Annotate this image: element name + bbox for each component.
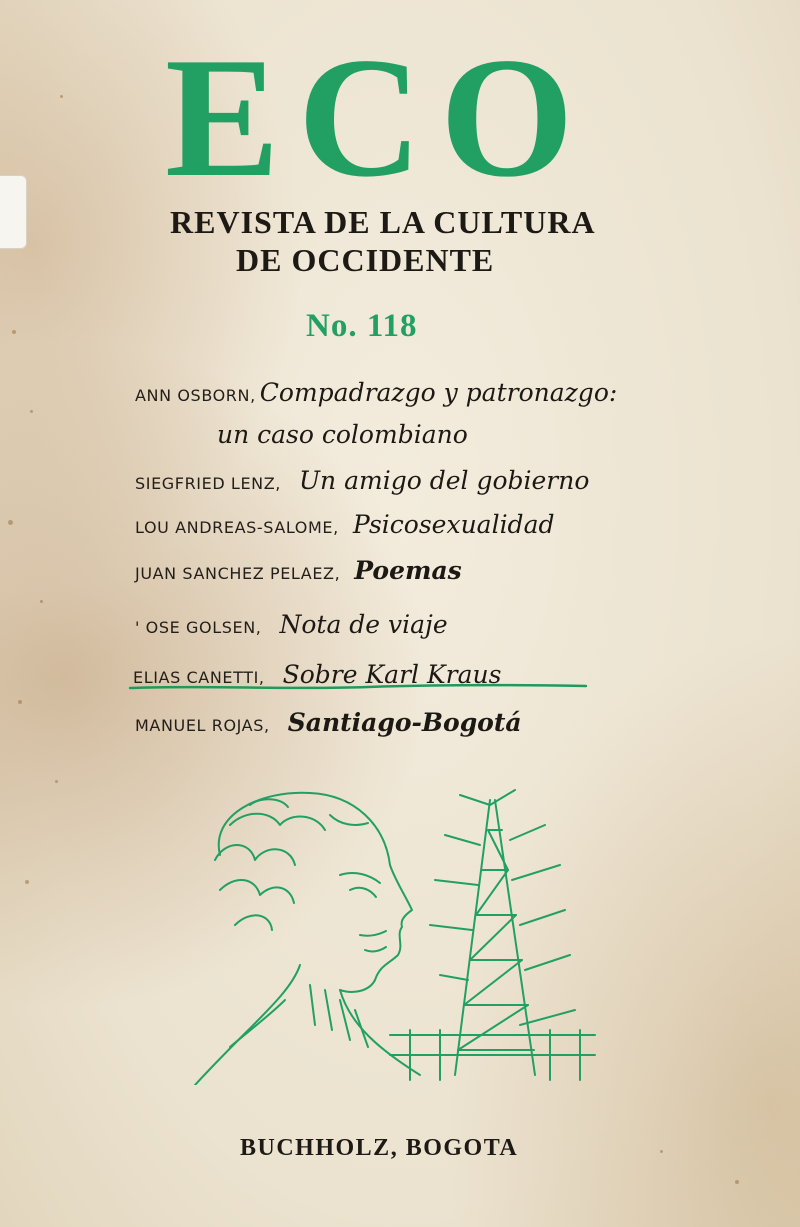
toc-title: Compadrazgo y patronazgo: (259, 378, 618, 407)
toc-author: ANN OSBORN, (135, 386, 256, 405)
publisher-imprint: BUCHHOLZ, BOGOTA (240, 1135, 519, 1161)
toc-title: Psicosexualidad (352, 510, 555, 539)
toc-title: Santiago-Bogotá (287, 708, 522, 737)
library-tape (0, 175, 27, 249)
toc-entry (135, 466, 589, 495)
toc-author: MANUEL ROJAS, (135, 716, 270, 735)
toc-author: ELIAS CANETTI, (133, 668, 265, 687)
toc-author: SIEGFRIED LENZ, (135, 474, 281, 493)
subtitle-line-2: DE OCCIDENTE (236, 242, 495, 278)
toc-title: Sobre Karl Kraus (282, 660, 502, 689)
toc-entry (135, 708, 522, 737)
toc-author: LOU ANDREAS-SALOME, (135, 518, 339, 537)
toc-entry (135, 556, 462, 585)
issue-number: No. 118 (306, 308, 418, 344)
toc-title: Un amigo del gobierno (298, 466, 590, 495)
toc-entry (135, 610, 448, 639)
cover-illustration (190, 785, 600, 1085)
toc-entry (135, 378, 617, 407)
toc-title: Nota de viaje (279, 610, 448, 639)
subtitle-line-1: REVISTA DE LA CULTURA (170, 204, 596, 240)
toc-entry (135, 510, 554, 539)
masthead-title: ECO (165, 23, 592, 213)
green-pen-underline (128, 682, 588, 692)
toc-title-continuation: un caso colombiano (217, 420, 468, 449)
toc-title: Poemas (354, 556, 462, 585)
toc-author: JUAN SANCHEZ PELAEZ, (135, 564, 341, 583)
toc-author: ' OSE GOLSEN, (135, 618, 262, 637)
